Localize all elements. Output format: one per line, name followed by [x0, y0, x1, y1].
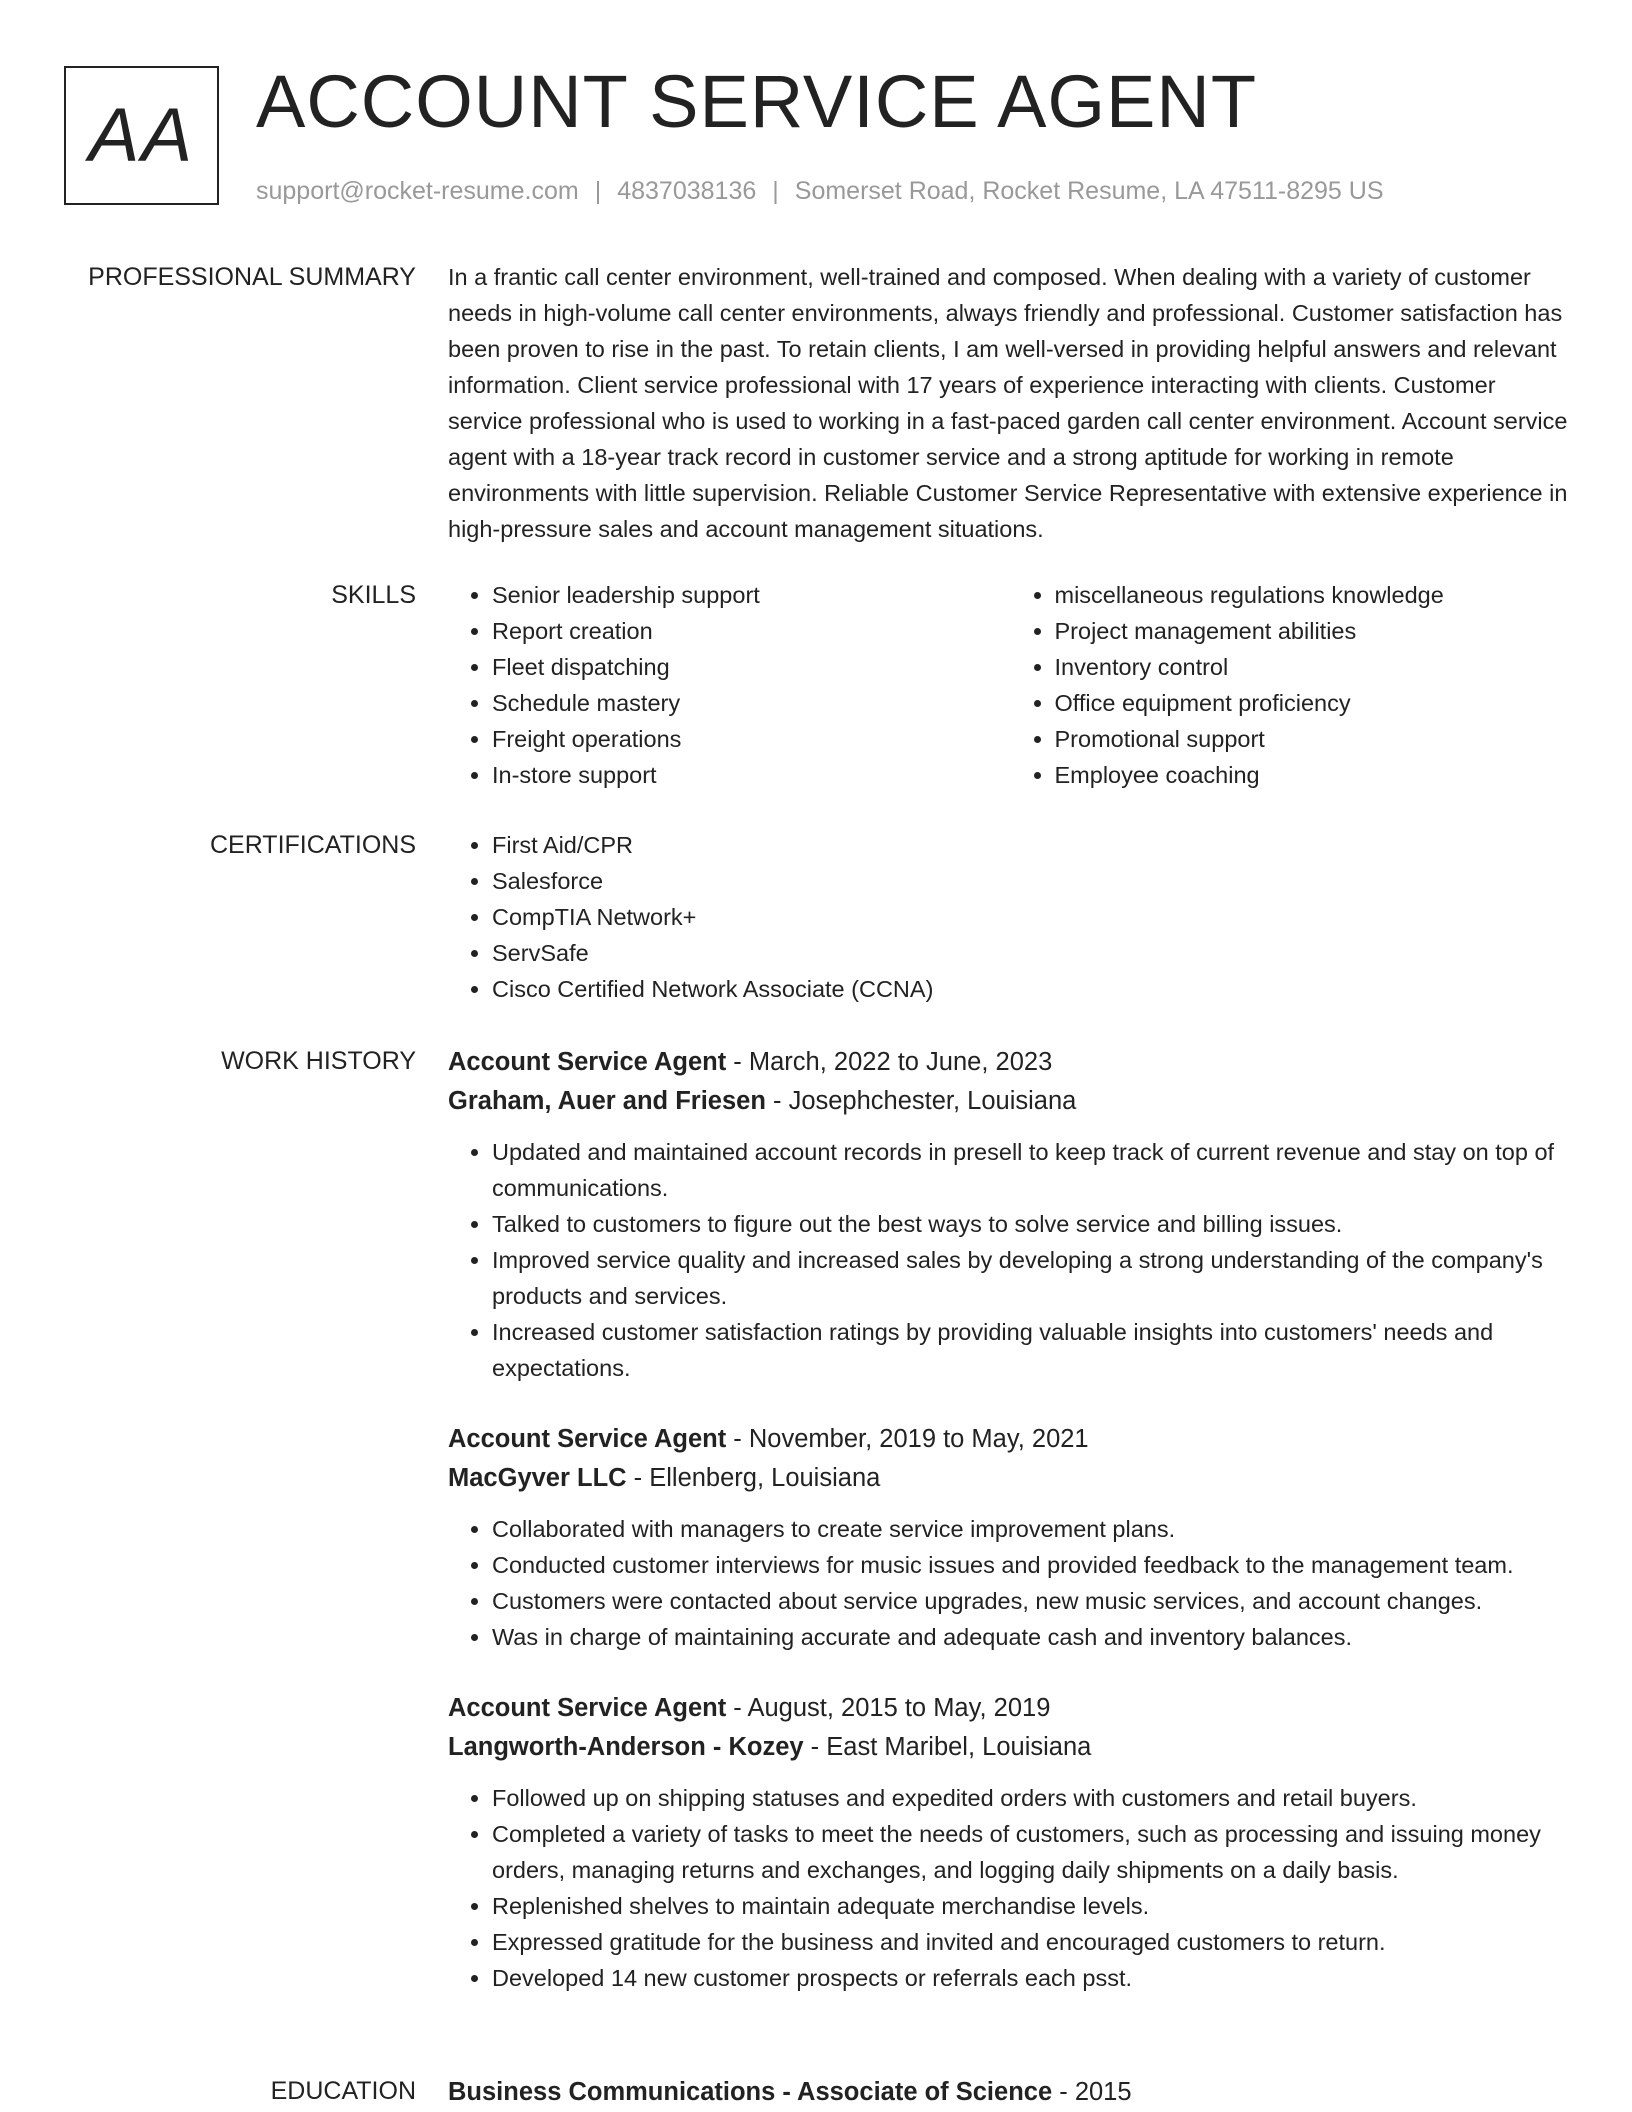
skills-list-right [1011, 577, 1574, 793]
job-bullet: • Developed 14 new customer prospects or referrals each psst. [492, 1960, 1573, 1996]
work-body [448, 1043, 1573, 1996]
summary-body [448, 259, 1573, 547]
job-company-line [448, 1459, 1573, 1498]
section-label-skills: SKILLS [331, 581, 416, 609]
skill-item: • Schedule mastery [492, 685, 1011, 721]
job-company: MacGyver LLC [448, 1463, 627, 1492]
skills-list-left [448, 577, 1011, 793]
job-title-line [448, 1689, 1573, 1728]
job-title-line [448, 1043, 1573, 1082]
contact-address: Somerset Road, Rocket Resume, LA 47511-8295 US [794, 177, 1384, 205]
skill-item: • Office equipment proficiency [1055, 685, 1574, 721]
job-bullets [448, 1511, 1573, 1655]
section-label-education: EDUCATION [270, 2077, 416, 2105]
summary-text: In a frantic call center environment, well-trained and composed. When dealing with a variety of customer needs in high-volume call center environments, always friendly and professional. Customer satisfaction has been proven to rise in the past. To retain clients, I am well-versed in providing helpful answers and relevant information. Client service professional with 17 years of experience interacting with clients. Customer service professional who is used to working in a fast-paced garden call center environment. Account service agent with a 18-year track record in customer service and a strong aptitude for working in remote environments with little supervision. Reliable Customer Service Representative with extensive experience in high-pressure sales and account management situations. [448, 264, 1568, 542]
skill-item: • Inventory control [1055, 649, 1574, 685]
job-bullet: • Improved service quality and increased sales by developing a strong understanding of the company's products and services. [492, 1242, 1573, 1314]
job-dates: - August, 2015 to May, 2019 [726, 1694, 1051, 1722]
job-dates: - November, 2019 to May, 2021 [726, 1425, 1089, 1453]
certification-item: • First Aid/CPR [492, 827, 1573, 863]
job-bullets [448, 1134, 1573, 1386]
monogram: AA [64, 66, 219, 205]
job-bullet: • Increased customer satisfaction ratings by providing valuable insights into customers' needs and expectations. [492, 1314, 1573, 1386]
contact-line [256, 174, 1384, 208]
contact-email[interactable]: support@rocket-resume.com [256, 177, 579, 205]
skill-item: • Senior leadership support [492, 577, 1011, 613]
job-bullet: • Customers were contacted about service upgrades, new music services, and account changes. [492, 1583, 1573, 1619]
job-title: Account Service Agent [448, 1048, 727, 1076]
job-bullet: • Talked to customers to figure out the best ways to solve service and billing issues. [492, 1206, 1573, 1242]
job-company-line [448, 1728, 1573, 1767]
section-label-certifications: CERTIFICATIONS [209, 831, 416, 859]
skill-item: • Report creation [492, 613, 1011, 649]
education-body [448, 2073, 1573, 2112]
job-entry [448, 1689, 1573, 1996]
job-bullet: • Expressed gratitude for the business and invited and encouraged customers to return. [492, 1924, 1573, 1960]
education-year: - 2015 [1052, 2078, 1132, 2106]
skill-item: • In-store support [492, 757, 1011, 793]
certifications-list [448, 827, 1573, 1007]
section-label-summary: PROFESSIONAL SUMMARY [88, 263, 416, 291]
job-bullet: • Completed a variety of tasks to meet the needs of customers, such as processing and issuing money orders, managing returns and exchanges, and logging daily shipments on a daily basis. [492, 1816, 1573, 1888]
job-dates: - March, 2022 to June, 2023 [726, 1048, 1053, 1076]
certification-item: • Salesforce [492, 863, 1573, 899]
job-company: Langworth-Anderson - Kozey [448, 1732, 804, 1761]
job-title: Account Service Agent [448, 1425, 727, 1453]
skill-item: • Fleet dispatching [492, 649, 1011, 685]
job-entry [448, 1420, 1573, 1655]
skill-item: • Freight operations [492, 721, 1011, 757]
job-title: Account Service Agent [448, 1694, 727, 1722]
contact-separator: | [594, 177, 602, 205]
contact-separator: | [772, 177, 779, 205]
job-company-line [448, 1082, 1573, 1121]
job-entry [448, 1043, 1573, 1386]
job-location: - Ellenberg, Louisiana [626, 1463, 881, 1492]
job-location: - East Maribel, Louisiana [803, 1732, 1092, 1761]
job-bullets [448, 1780, 1573, 1996]
job-bullet: • Was in charge of maintaining accurate and adequate cash and inventory balances. [492, 1619, 1573, 1655]
job-bullet: • Conducted customer interviews for music issues and provided feedback to the management team. [492, 1547, 1573, 1583]
job-bullet: • Followed up on shipping statuses and expedited orders with customers and retail buyers. [492, 1780, 1573, 1816]
job-company: Graham, Auer and Friesen [448, 1086, 766, 1115]
certification-item: • CompTIA Network+ [492, 899, 1573, 935]
skill-item: • Employee coaching [1055, 757, 1574, 793]
education-line [448, 2073, 1573, 2112]
certification-item: • Cisco Certified Network Associate (CCNA) [492, 971, 1573, 1007]
skill-item: • Promotional support [1055, 721, 1574, 757]
skills-body [448, 577, 1573, 793]
job-bullet: • Updated and maintained account records in presell to keep track of current revenue and stay on top of communications. [492, 1134, 1573, 1206]
job-title-line [448, 1420, 1573, 1459]
skill-item: • miscellaneous regulations knowledge [1055, 577, 1574, 613]
certification-item: • ServSafe [492, 935, 1573, 971]
section-label-work: WORK HISTORY [221, 1047, 416, 1075]
education-degree: Business Communications - Associate of Science [448, 2078, 1053, 2106]
job-bullet: • Replenished shelves to maintain adequate merchandise levels. [492, 1888, 1573, 1924]
resume-title: ACCOUNT SERVICE AGENT [256, 60, 1258, 143]
skill-item: • Project management abilities [1055, 613, 1574, 649]
contact-phone[interactable]: 4837038136 [617, 177, 757, 205]
certifications-body [448, 827, 1573, 1007]
job-bullet: • Collaborated with managers to create service improvement plans. [492, 1511, 1573, 1547]
job-location: - Josephchester, Louisiana [765, 1086, 1077, 1115]
